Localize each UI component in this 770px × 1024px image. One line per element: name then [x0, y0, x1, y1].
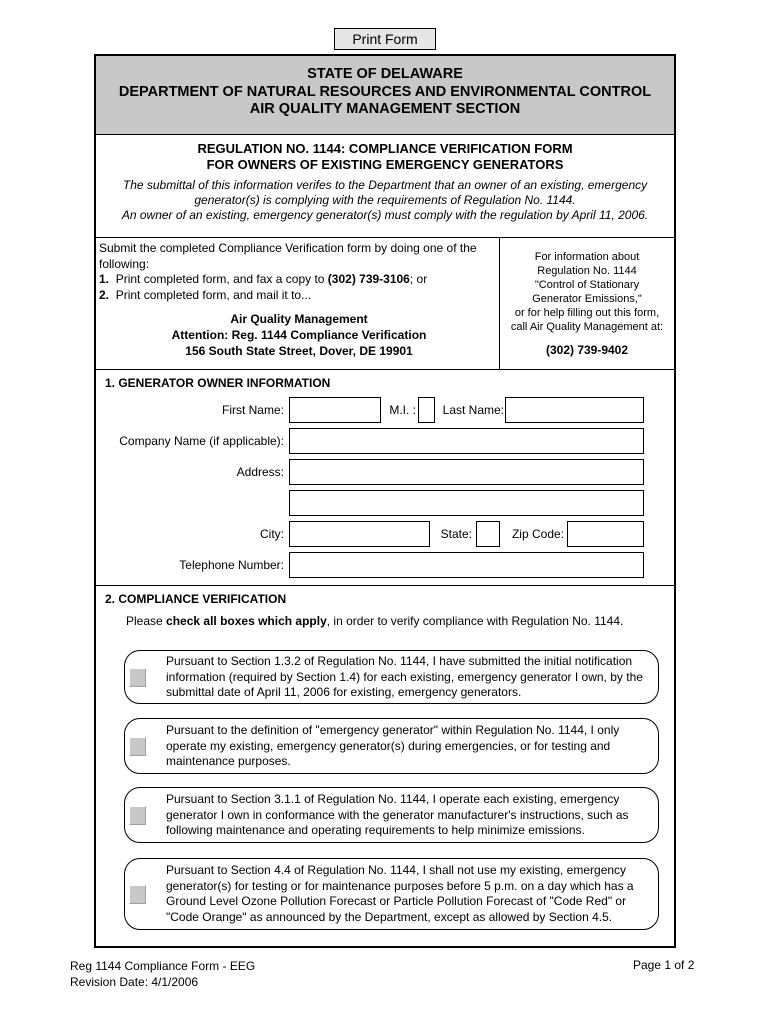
- submit-option-mail: [99, 288, 499, 304]
- address-line: Air Quality Management: [230, 312, 368, 326]
- telephone-field[interactable]: [289, 552, 644, 578]
- city-field[interactable]: [289, 521, 430, 547]
- regulation-subtitle: FOR OWNERS OF EXISTING EMERGENCY GENERATORS: [206, 157, 564, 172]
- compliance-text-2: Pursuant to the definition of "emergency generator" within Regulation No. 1144, I only operate my existing, emergency generator(s) during emergencies, or for testing and maintenance purposes.: [166, 723, 620, 768]
- regulation-block: [96, 135, 674, 238]
- option-number: 1.: [99, 272, 110, 286]
- intro-text-end: , in order to verify compliance with Regulation No. 1144.: [326, 614, 624, 628]
- submit-option-fax: [99, 272, 499, 288]
- footer-form-name: Reg 1144 Compliance Form - EEG: [70, 959, 256, 973]
- compliance-text-3: Pursuant to Section 3.1.1 of Regulation No. 1144, I operate each existing, emergency generator I own in conformance with the generator manufacturer's instructions, such as following maintenance and operating requirements to help minimize emissions.: [166, 792, 629, 837]
- header-department: DEPARTMENT OF NATURAL RESOURCES AND ENVIRONMENTAL CONTROL: [118, 83, 652, 100]
- submit-intro: Submit the completed Compliance Verification form by doing one of the following:: [99, 241, 477, 271]
- compliance-checkbox-1[interactable]: [129, 668, 146, 687]
- compliance-item-2: [124, 718, 659, 774]
- telephone-label: Telephone Number:: [179, 558, 284, 572]
- compliance-item-3: [124, 787, 659, 843]
- fax-text: Print completed form, and fax a copy to: [115, 272, 328, 286]
- form-frame: [94, 54, 676, 948]
- intro-bold: check all boxes which apply: [166, 614, 327, 628]
- address-line: Attention: Reg. 1144 Compliance Verification: [171, 328, 427, 342]
- state-field[interactable]: [476, 521, 500, 547]
- mailing-address: [99, 311, 499, 359]
- print-form-button[interactable]: Print Form: [334, 28, 436, 50]
- info-line: or for help filling out this form,: [514, 307, 660, 319]
- section2-intro: [126, 614, 623, 628]
- compliance-item-4: [124, 858, 659, 930]
- info-line: call Air Quality Management at:: [510, 321, 664, 333]
- footer-revision: Revision Date: 4/1/2006: [70, 975, 199, 989]
- intro-text: Please: [126, 614, 167, 628]
- compliance-checkbox-2[interactable]: [129, 737, 146, 756]
- mi-label: M.I. :: [389, 403, 416, 417]
- compliance-checkbox-4[interactable]: [129, 885, 146, 904]
- submit-instructions: [96, 238, 500, 370]
- info-line: Generator Emissions,": [532, 293, 642, 305]
- option-number: 2.: [99, 287, 110, 302]
- zip-label: Zip Code:: [511, 527, 564, 541]
- address-line: 156 South State Street, Dover, DE 19901: [185, 344, 413, 358]
- section2-title: 2. COMPLIANCE VERIFICATION: [105, 592, 287, 606]
- company-field[interactable]: [289, 428, 644, 454]
- regulation-title: REGULATION NO. 1144: COMPLIANCE VERIFICATION FORM: [197, 141, 573, 156]
- compliance-text-4: Pursuant to Section 4.4 of Regulation No. 1144, I shall not use my existing, emergency generator(s) for testing or for maintenance purposes before 5 p.m. on a day which has a Ground Level Ozone Pollution Forecast or Particle Pollution Forecast of "Code Red" or "Code Orange" as announced by the Department, except as allowed by Section 4.5.: [166, 863, 634, 924]
- state-label: State:: [440, 527, 472, 541]
- fax-number: (302) 739-3106: [327, 272, 410, 286]
- regulation-intro: The submittal of this information verifes to the Department that an owner of an existing, emergency generator(s) is complying with the requirements of Regulation No. 1144.: [122, 178, 648, 207]
- compliance-text-1: Pursuant to Section 1.3.2 of Regulation No. 1144, I have submitted the initial notification information (required by Section 1.4) for each existing, emergency generator I own, by the submittal date of April 11, 2006 for existing, emergency generators.: [166, 654, 643, 699]
- section-owner-info: [96, 370, 674, 586]
- info-line: "Control of Stationary: [534, 279, 640, 291]
- form-header: [96, 56, 674, 135]
- compliance-item-1: [124, 650, 659, 704]
- mail-text: Print completed form, and mail it to...: [115, 287, 312, 302]
- city-label: City:: [260, 527, 284, 541]
- address-field-2[interactable]: [289, 490, 644, 516]
- mi-field[interactable]: [418, 397, 435, 423]
- last-name-label: Last Name:: [442, 403, 504, 417]
- last-name-field[interactable]: [505, 397, 644, 423]
- info-phone: (302) 739-9402: [545, 343, 629, 357]
- regulation-deadline: An owner of an existing, emergency generator(s) must comply with the regulation by April 11, 2006.: [121, 208, 649, 222]
- header-state: STATE OF DELAWARE: [307, 66, 463, 82]
- address-field-1[interactable]: [289, 459, 644, 485]
- address-label: Address:: [236, 465, 284, 479]
- info-line: For information about: [534, 251, 640, 263]
- info-line: Regulation No. 1144: [537, 265, 637, 277]
- first-name-label: First Name:: [221, 403, 284, 417]
- section1-title: 1. GENERATOR OWNER INFORMATION: [105, 376, 331, 390]
- footer-left: [70, 958, 255, 990]
- compliance-checkbox-3[interactable]: [129, 806, 146, 825]
- company-label: Company Name (if applicable):: [119, 434, 284, 448]
- footer-page-number: Page 1 of 2: [633, 958, 695, 972]
- info-contact: [500, 238, 674, 370]
- first-name-field[interactable]: [289, 397, 381, 423]
- zip-field[interactable]: [567, 521, 644, 547]
- fax-text-end: ; or: [409, 272, 428, 286]
- header-section: AIR QUALITY MANAGEMENT SECTION: [249, 101, 521, 117]
